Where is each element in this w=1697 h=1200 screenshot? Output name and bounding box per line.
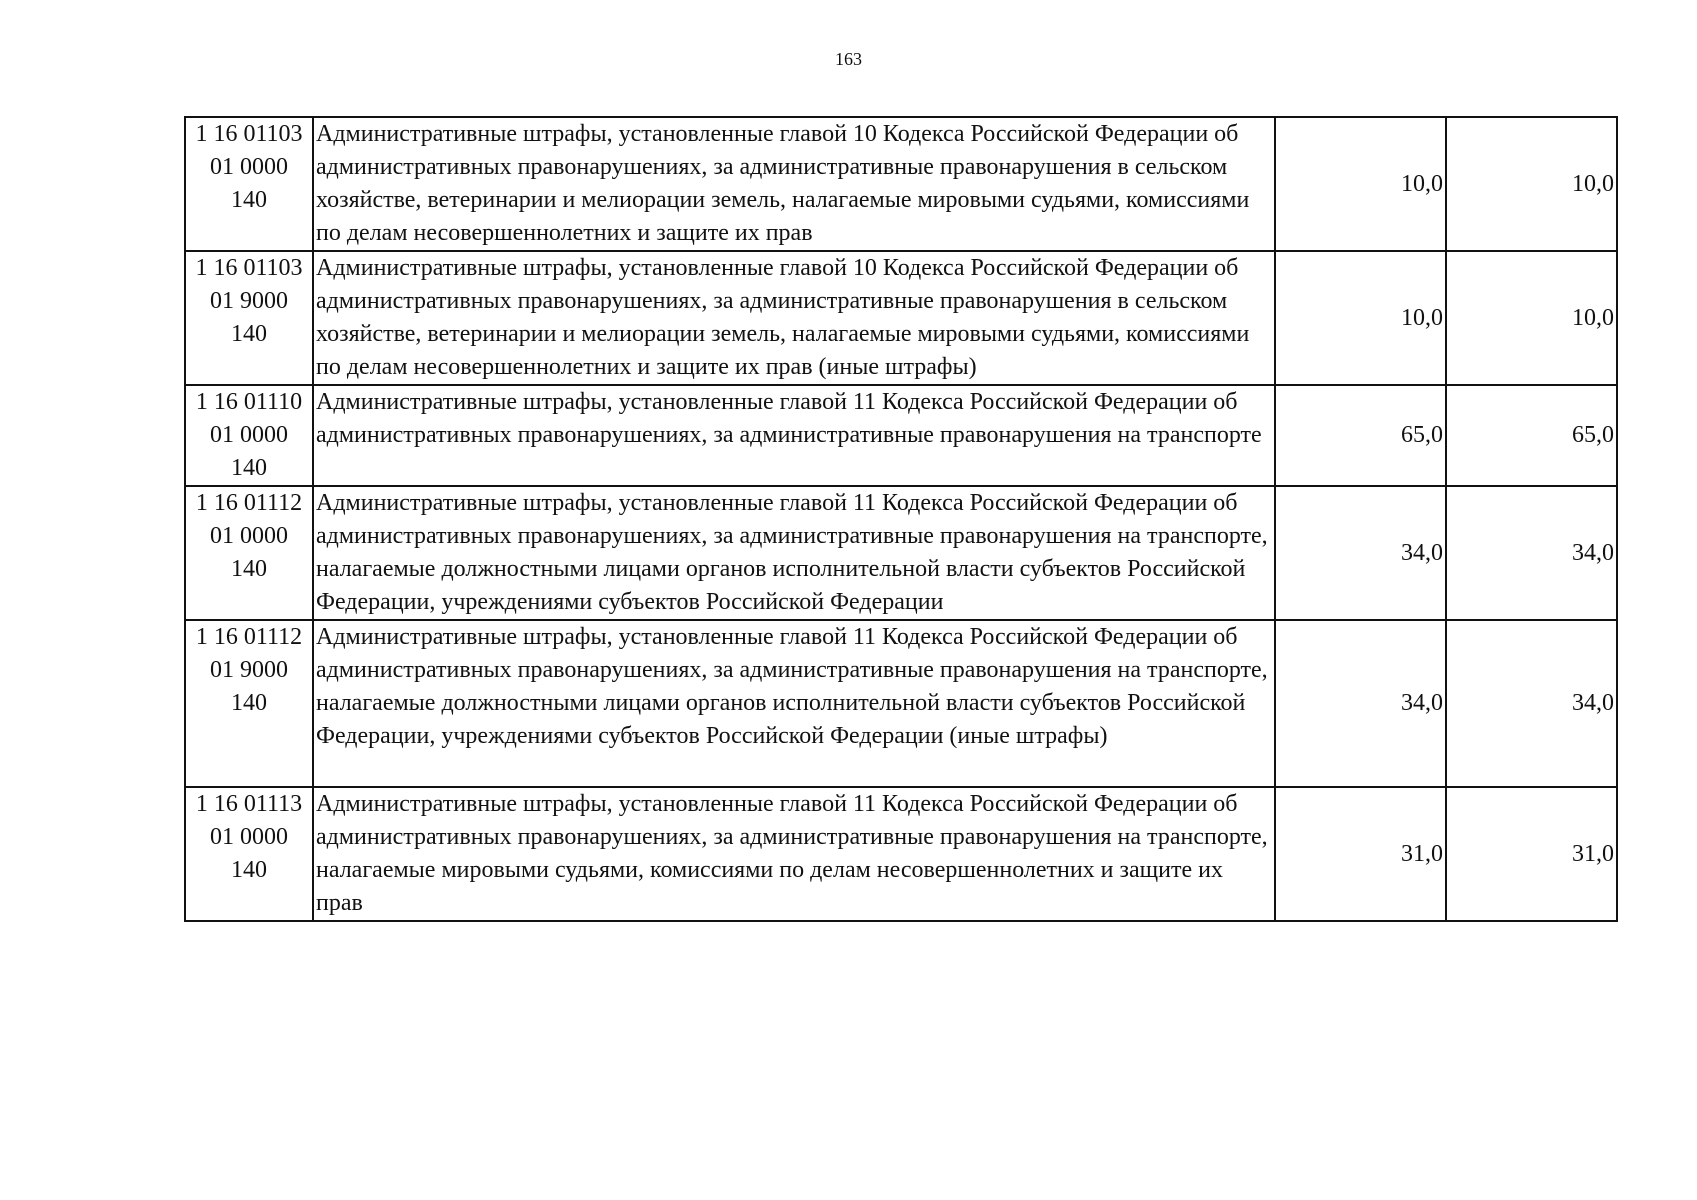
budget-revenue-table bbox=[184, 116, 1618, 922]
table-row bbox=[185, 251, 1617, 385]
amount-cell-first: 10,0 bbox=[1275, 251, 1446, 385]
amount-cell-second: 10,0 bbox=[1446, 251, 1617, 385]
budget-code-part: 01 0000 bbox=[210, 154, 288, 180]
table-row bbox=[185, 117, 1617, 251]
budget-code-cell bbox=[185, 385, 313, 486]
budget-code-part: 1 16 01112 bbox=[195, 624, 303, 650]
table-row bbox=[185, 486, 1617, 620]
budget-code-cell bbox=[185, 251, 313, 385]
description-cell: Административные штрафы, установленные главой 11 Кодекса Российской Федерации об административных правонарушениях, за административные правонарушения на транспорте bbox=[313, 385, 1275, 486]
amount-cell-second: 34,0 bbox=[1446, 620, 1617, 787]
budget-code-part: 1 16 01113 bbox=[195, 791, 303, 817]
amount-cell-second: 31,0 bbox=[1446, 787, 1617, 921]
amount-cell-second: 65,0 bbox=[1446, 385, 1617, 486]
budget-code-part: 140 bbox=[231, 690, 267, 716]
budget-code-cell bbox=[185, 787, 313, 921]
budget-code-part: 140 bbox=[231, 455, 267, 481]
description-cell: Административные штрафы, установленные главой 10 Кодекса Российской Федерации об административных правонарушениях, за административные правонарушения в сельском хозяйстве, ветеринарии и мелиорации земель, налагаемые мировыми судьями, комиссиями по делам несовершеннолетних и защите их прав bbox=[313, 117, 1275, 251]
budget-code-part: 01 0000 bbox=[210, 824, 288, 850]
budget-code-part: 01 0000 bbox=[210, 523, 288, 549]
budget-code-cell bbox=[185, 620, 313, 787]
description-cell: Административные штрафы, установленные главой 11 Кодекса Российской Федерации об административных правонарушениях, за административные правонарушения на транспорте, налагаемые мировыми судьями, комиссиями по делам несовершеннолетних и защите их прав bbox=[313, 787, 1275, 921]
table-row bbox=[185, 620, 1617, 787]
budget-code-part: 1 16 01110 bbox=[195, 389, 303, 415]
description-cell: Административные штрафы, установленные главой 11 Кодекса Российской Федерации об административных правонарушениях, за административные правонарушения на транспорте, налагаемые должностными лицами органов исполнительной власти субъектов Российской Федерации, учреждениями субъектов Российской Федерации bbox=[313, 486, 1275, 620]
table-row bbox=[185, 787, 1617, 921]
budget-code-part: 1 16 01103 bbox=[195, 121, 303, 147]
budget-code-part: 01 9000 bbox=[210, 657, 288, 683]
budget-code-part: 01 9000 bbox=[210, 288, 288, 314]
table-row bbox=[185, 385, 1617, 486]
budget-code-part: 140 bbox=[231, 321, 267, 347]
amount-cell-first: 65,0 bbox=[1275, 385, 1446, 486]
budget-code-part: 1 16 01103 bbox=[195, 255, 303, 281]
amount-cell-first: 10,0 bbox=[1275, 117, 1446, 251]
budget-code-part: 1 16 01112 bbox=[195, 490, 303, 516]
budget-code-cell bbox=[185, 486, 313, 620]
description-cell: Административные штрафы, установленные главой 11 Кодекса Российской Федерации об административных правонарушениях, за административные правонарушения на транспорте, налагаемые должностными лицами органов исполнительной власти субъектов Российской Федерации, учреждениями субъектов Российской Федерации (иные штрафы) bbox=[313, 620, 1275, 787]
budget-code-part: 01 0000 bbox=[210, 422, 288, 448]
budget-code-cell bbox=[185, 117, 313, 251]
amount-cell-first: 34,0 bbox=[1275, 620, 1446, 787]
budget-code-part: 140 bbox=[231, 556, 267, 582]
description-cell: Административные штрафы, установленные главой 10 Кодекса Российской Федерации об административных правонарушениях, за административные правонарушения в сельском хозяйстве, ветеринарии и мелиорации земель, налагаемые мировыми судьями, комиссиями по делам несовершеннолетних и защите их прав (иные штрафы) bbox=[313, 251, 1275, 385]
amount-cell-first: 31,0 bbox=[1275, 787, 1446, 921]
amount-cell-first: 34,0 bbox=[1275, 486, 1446, 620]
budget-code-part: 140 bbox=[231, 857, 267, 883]
amount-cell-second: 34,0 bbox=[1446, 486, 1617, 620]
amount-cell-second: 10,0 bbox=[1446, 117, 1617, 251]
budget-code-part: 140 bbox=[231, 187, 267, 213]
page-number: 163 bbox=[835, 49, 862, 69]
